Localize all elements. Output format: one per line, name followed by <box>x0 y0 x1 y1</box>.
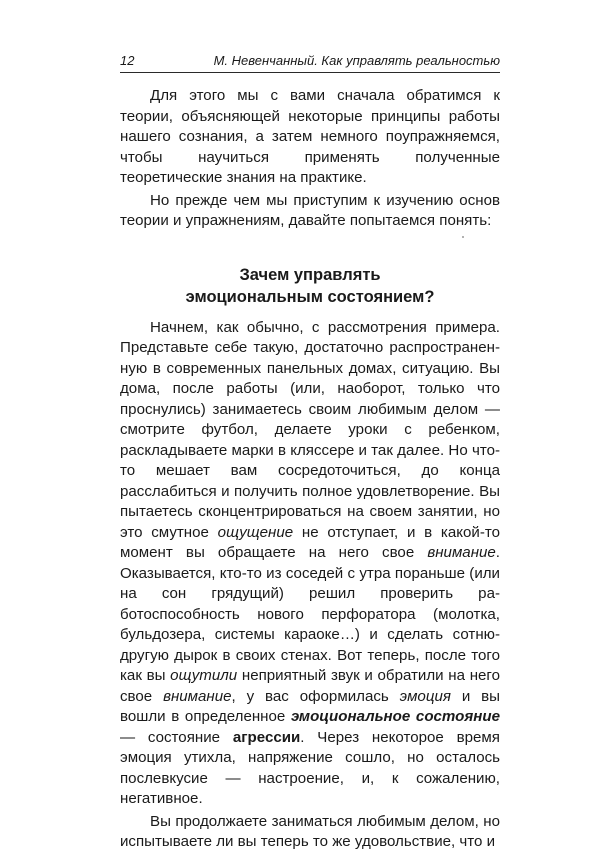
text-run: и вы вошли в определенное <box>120 687 501 725</box>
text-run: . Оказывается, кто-то из соседей с утра пораньше (или на сон грядущий) решил проверить работоспособность нового перфоратора (молотка, бульдозера, системы караоке…) и сделать сотню-другую дырок в своих стенах. Вот теперь, после того как вы <box>120 544 500 684</box>
section-heading <box>120 264 500 308</box>
paragraph-intro-2: Но прежде чем мы приступим к изучению основ теории и упражнениям, давайте попытаемся понять: <box>120 191 500 229</box>
emphasis-sensed: ощутили <box>170 667 238 684</box>
emphasis-attention-2: внимание <box>163 687 232 705</box>
section-heading-line-2: эмоциональным состоянием? <box>185 287 435 306</box>
emphasis-emotion: эмоция <box>399 687 451 705</box>
text-run: — состояние <box>120 728 233 746</box>
key-term-aggression: агрессии <box>232 728 301 746</box>
key-term-emotional-state: эмоциональное состояние <box>290 708 500 725</box>
emphasis-sensation: ощущение <box>217 523 294 541</box>
page-number: 12 <box>120 53 135 68</box>
running-header <box>120 50 500 73</box>
text-run: Начнем, как обычно, с рассмотрения примера. Представьте себе такую, достаточно распространенную в современных панельных домах, ситуацию. Вы дома, после работы (или, наоборот, только что проснулись) занимаетесь своим любимым делом — смотрите футбол, делаете уроки с ребенком, раскладываете марки в кляссере и так далее. Но что-то мешает вам сосредоточиться, до конца расслабиться и получить полное удовлетворение. Вы пытаетесь сконцентрироваться на своем занятии, но это смутное <box>120 318 500 541</box>
section-heading-line-1: Зачем управлять <box>239 265 381 284</box>
text-run: . Через некоторое время эмоция утихла, напряжение сошло, но осталось послевкусие — настроение, и, к сожалению, негативное. <box>120 728 500 807</box>
paragraph-continuation: Вы продолжаете заниматься любимым делом, но испытываете ли вы теперь то же удовольствие, что и <box>120 812 500 850</box>
text-run: , у вас оформилась <box>231 687 400 705</box>
running-title: М. Невенчанный. Как управлять реальностью <box>213 53 500 68</box>
text-run: неприятный звук и обратили на него свое <box>120 667 501 705</box>
emphasis-attention: внимание <box>427 544 496 561</box>
paragraph-example <box>120 318 500 810</box>
main-text <box>120 86 500 853</box>
paragraph-intro-1: Для этого мы с вами сначала обратимся к теории, объясняющей некоторые принципы работы нашего сознания, а затем немного поупражняемся, чтобы научиться применять полученные теоретические знания на практике. <box>120 87 500 186</box>
text-run: не отступает, и в какой-то момент вы обращаете на него свое <box>120 523 500 561</box>
